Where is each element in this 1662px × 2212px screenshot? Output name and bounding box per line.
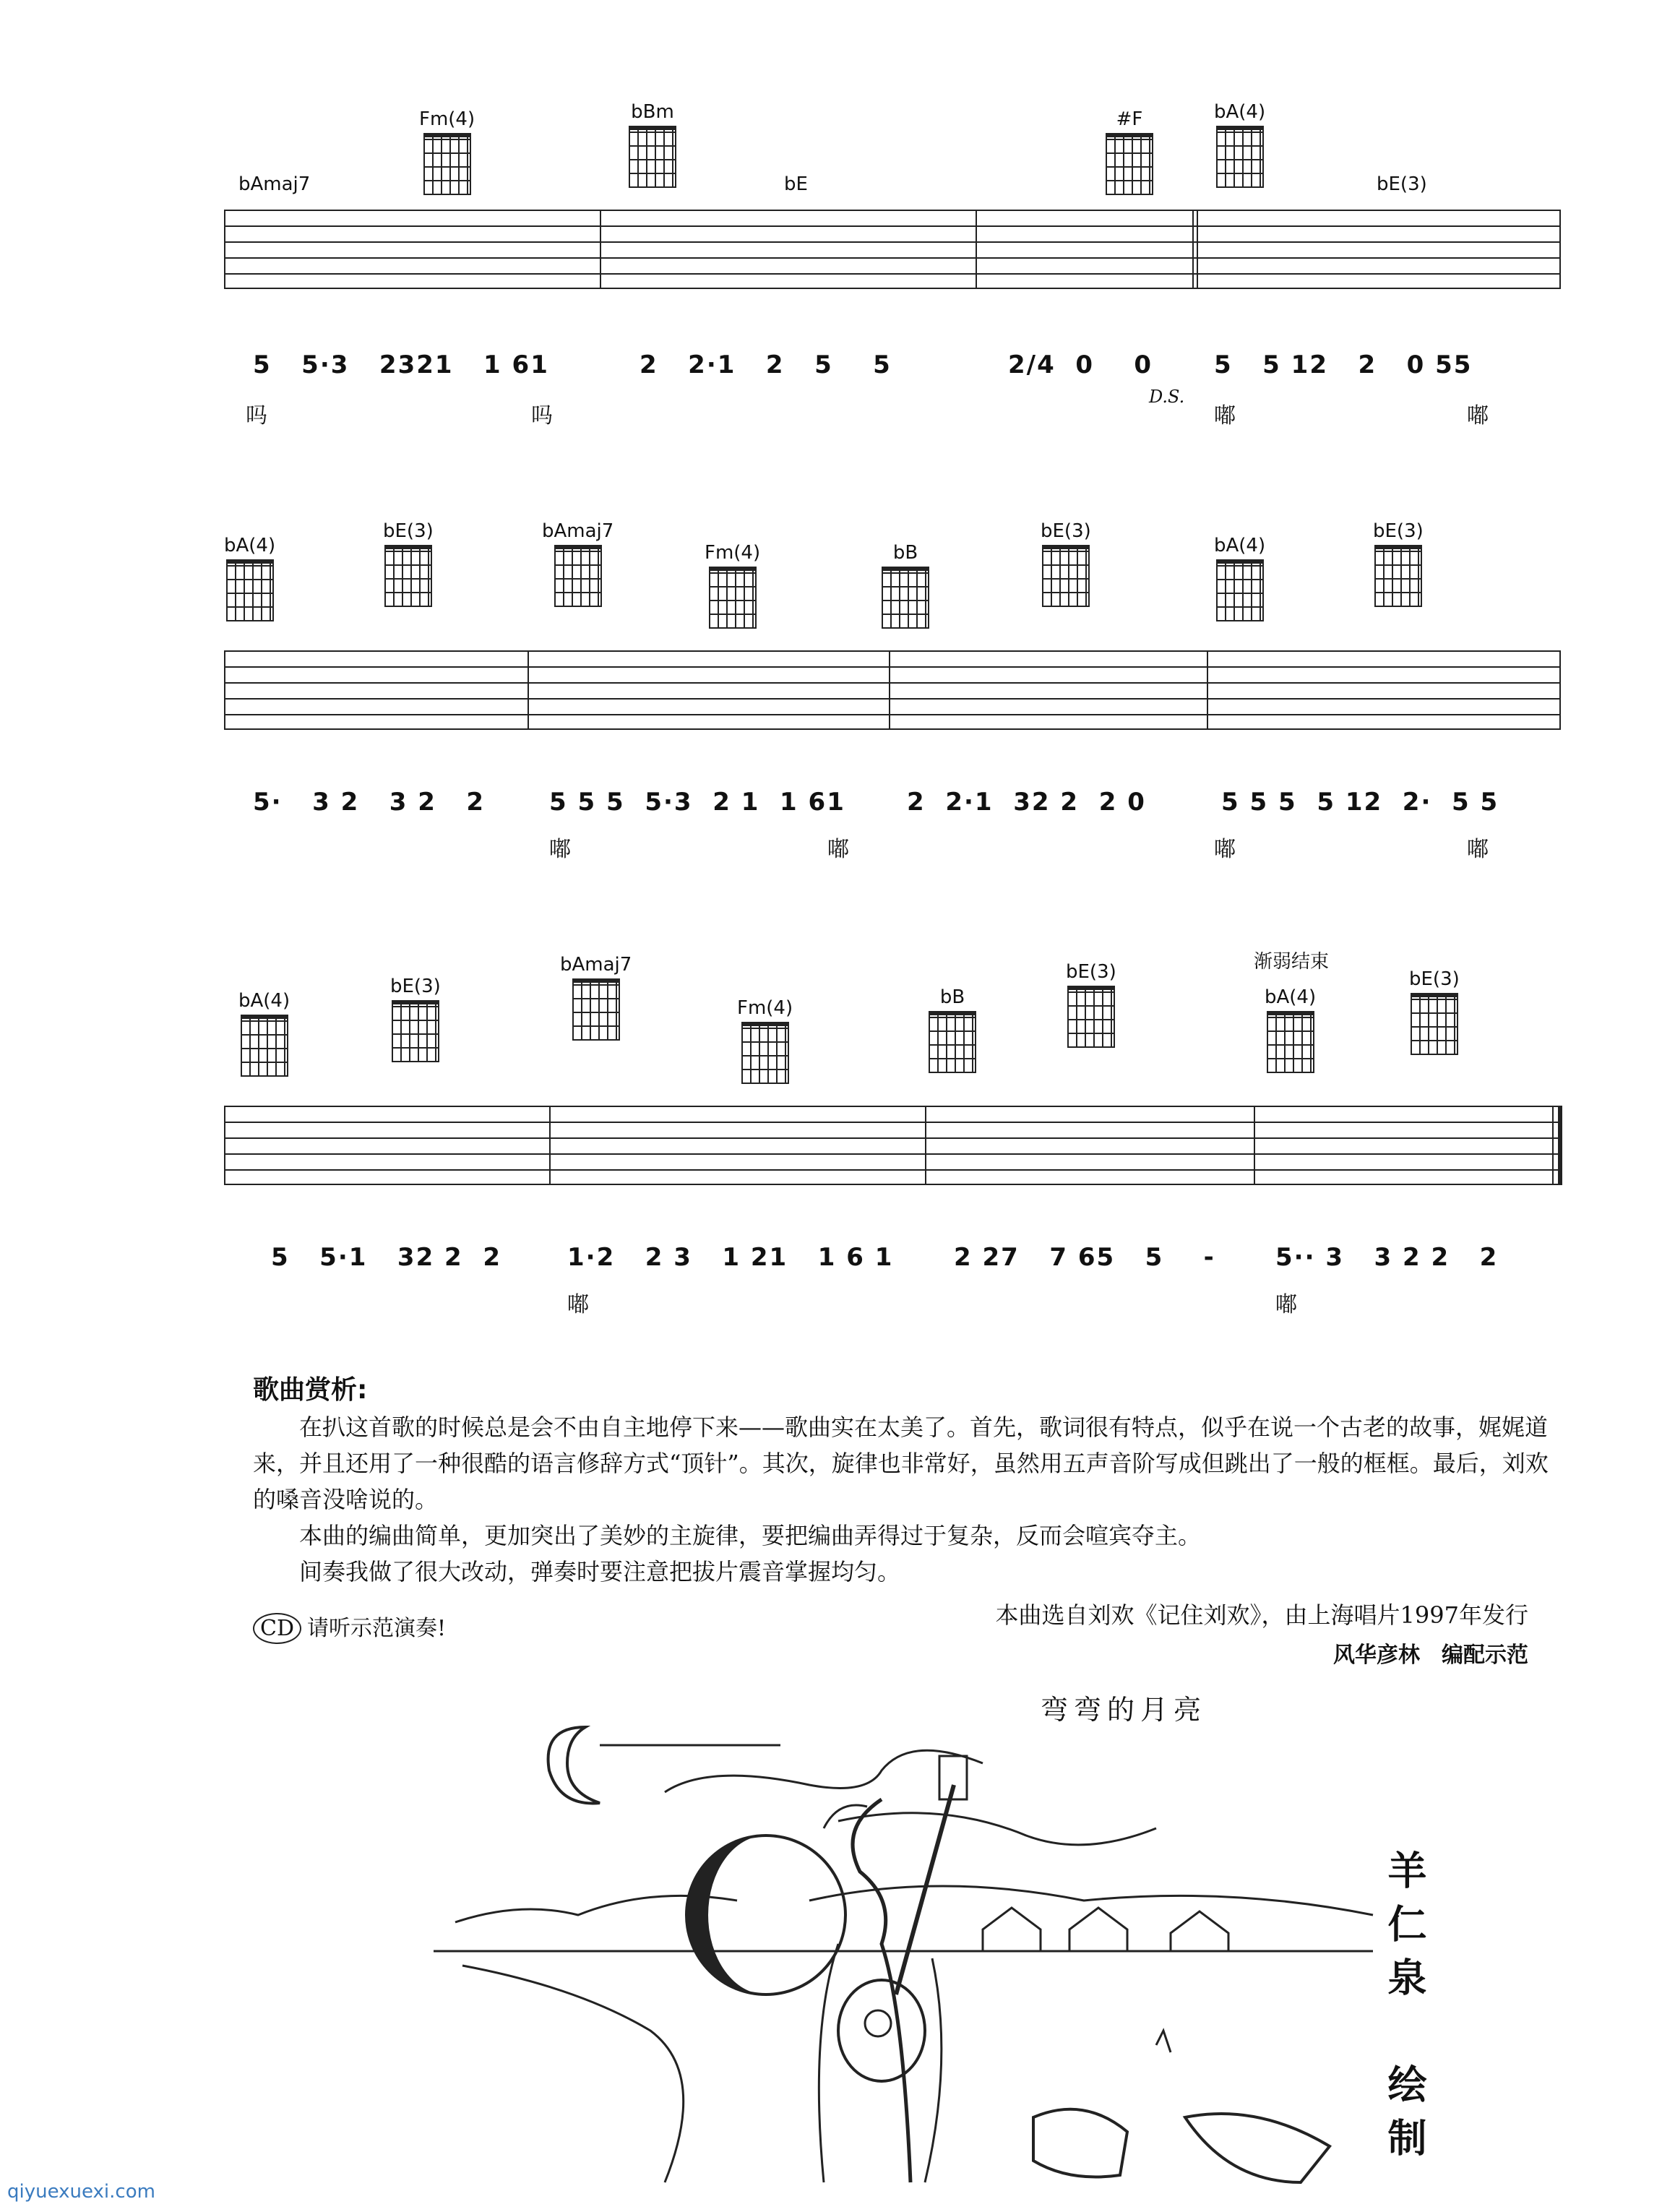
lyric: 嘟 xyxy=(567,1292,589,1317)
chord-diagram: bB xyxy=(882,542,929,629)
guitar-staff xyxy=(224,1106,1561,1185)
chord-diagram: bE(3) xyxy=(390,976,441,1062)
chord-diagram: bA(4) xyxy=(1265,986,1316,1073)
appreciation-paragraph: 在扒这首歌的时候总是会不由自主地停下来——歌曲实在太美了。首先，歌词很有特点，似乎在说一个古老的故事，娓娓道来，并且还用了一种很酷的语言修辞方式“顶针”。其次，旋律也非常好，虽然用五声音阶写成但跳出了一般的框框。最后，刘欢的嗓音没啥说的。 xyxy=(253,1413,1549,1513)
lyric: 嘟 xyxy=(1275,1292,1297,1317)
lyric: 嘟 xyxy=(1214,837,1236,862)
guitar-staff xyxy=(224,210,1561,289)
chord-diagram: Fm(4) xyxy=(705,542,760,629)
jianpu-measure: 2 2·1 2 5 5 xyxy=(640,350,892,379)
chord-diagram: bA(4) xyxy=(238,990,290,1077)
lyric: 嘟 xyxy=(549,837,571,862)
cd-icon: CD xyxy=(253,1613,301,1644)
appreciation-paragraph: 本曲的编曲简单，更加突出了美妙的主旋律，要把编曲弄得过于复杂，反而会喧宾夺主。 xyxy=(299,1522,1202,1549)
appreciation-paragraph: 间奏我做了很大改动，弹奏时要注意把拔片震音掌握均匀。 xyxy=(299,1558,901,1585)
jianpu-measure: 5 5·3 2321 1 61 xyxy=(253,350,549,379)
jianpu-measure: 5 5 5 5 12 2· 5 5 xyxy=(1221,788,1499,817)
jianpu-measure: 5·· 3 3 2 2 2 xyxy=(1275,1243,1499,1272)
site-watermark: qiyuexuexi.com xyxy=(7,2181,155,2203)
jianpu-measure: 2 2·1 32 2 2 0 xyxy=(907,788,1146,817)
chord-diagram: bB xyxy=(929,986,976,1073)
appreciation-heading: 歌曲赏析: xyxy=(253,1375,368,1405)
chord-diagram: bE(3) xyxy=(1041,520,1091,607)
arranger-credit: 风华彦林 编配示范 xyxy=(1333,1643,1528,1668)
guitar-staff xyxy=(224,650,1561,730)
chord-diagram: Fm(4) xyxy=(737,997,793,1084)
cd-note xyxy=(253,1610,446,1644)
illustrator-credit: 羊仁泉 绘制 xyxy=(1382,1850,1427,2171)
jianpu-measure: 5 5 5 5·3 2 1 1 61 xyxy=(549,788,845,817)
source-note: 本曲选自刘欢《记住刘欢》，由上海唱片1997年发行 xyxy=(995,1601,1528,1629)
lyric: 吗 xyxy=(531,403,553,429)
jianpu-measure: 5· 3 2 3 2 2 xyxy=(253,788,486,817)
lyric: 嘟 xyxy=(1214,403,1236,429)
chord-diagram: bA(4) xyxy=(224,535,275,621)
jianpu-measure: 2 27 7 65 5 - xyxy=(954,1243,1215,1272)
lyric: 吗 xyxy=(246,403,267,429)
chord-diagram: bE(3) xyxy=(1373,520,1424,607)
chord-diagram: bAmaj7 xyxy=(238,173,311,195)
illustration xyxy=(434,1684,1445,2190)
jianpu-measure: 5 5·1 32 2 2 xyxy=(271,1243,502,1272)
chord-diagram: bE xyxy=(784,173,808,195)
chord-diagram: bBm xyxy=(629,101,676,188)
ds-mark: D.S. xyxy=(1149,387,1185,407)
chord-diagram: Fm(4) xyxy=(419,108,475,195)
chord-diagram: bAmaj7 xyxy=(542,520,613,607)
jianpu-measure: 1·2 2 3 1 21 1 6 1 xyxy=(567,1243,894,1272)
jianpu-measure: 2/4 0 0 xyxy=(1008,350,1153,379)
chord-diagram: bA(4) xyxy=(1214,101,1265,188)
chord-diagram: bE(3) xyxy=(1377,173,1427,195)
chord-diagram: bE(3) xyxy=(1409,968,1460,1055)
lyric: 嘟 xyxy=(1467,403,1489,429)
illustration-title: 弯弯的月亮 xyxy=(1041,1694,1207,1726)
lyric: 嘟 xyxy=(1467,837,1489,862)
lyric: 嘟 xyxy=(827,837,849,862)
fade-out-mark: 渐弱结束 xyxy=(1254,951,1330,973)
chord-diagram: #F xyxy=(1106,108,1153,195)
chord-diagram: bAmaj7 xyxy=(560,954,632,1041)
cd-note-text: 请听示范演奏! xyxy=(307,1616,447,1641)
jianpu-measure: 5 5 12 2 0 55 xyxy=(1214,350,1473,379)
chord-diagram: bE(3) xyxy=(383,520,434,607)
chord-diagram: bE(3) xyxy=(1066,961,1116,1048)
chord-diagram: bA(4) xyxy=(1214,535,1265,621)
